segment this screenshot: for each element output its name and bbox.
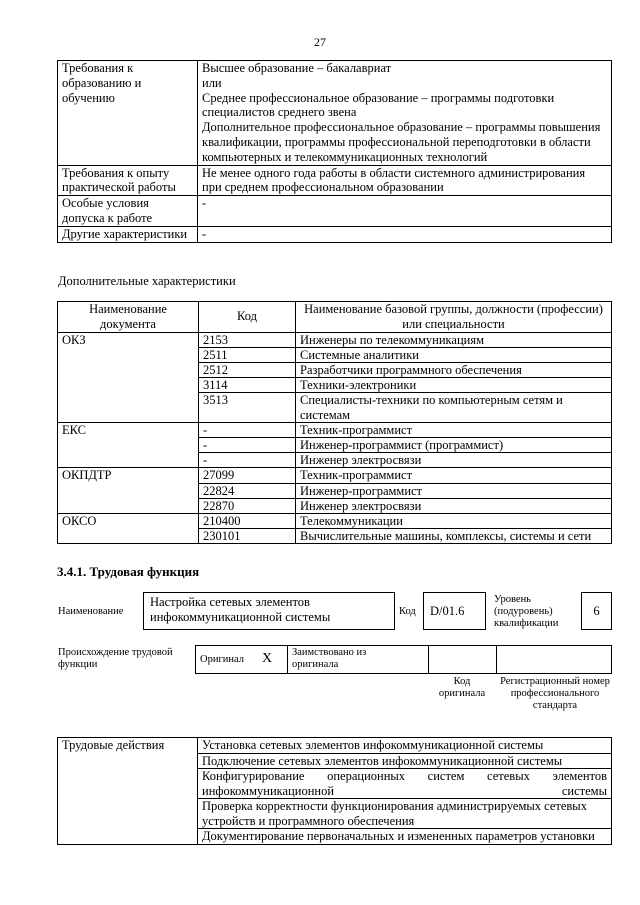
value-line: Среднее профессиональное образование – программы подготовки специалистов среднего звена bbox=[202, 90, 555, 120]
value-line: Высшее образование – бакалавриат bbox=[202, 61, 392, 75]
name-label: Наименование bbox=[58, 606, 124, 617]
action-cell: Документирование первоначальных и измененных параметров установки bbox=[198, 829, 612, 845]
original-label: Оригинал bbox=[200, 654, 244, 665]
row-value: - bbox=[198, 226, 612, 242]
code-cell: 3513 bbox=[199, 393, 296, 422]
code-cell: 22870 bbox=[199, 498, 296, 513]
table-header-row bbox=[58, 302, 612, 333]
requirements-table bbox=[57, 60, 612, 243]
name-cell: Системные аналитики bbox=[296, 347, 612, 362]
name-cell: Телекоммуникации bbox=[296, 514, 612, 529]
additional-characteristics-table bbox=[57, 301, 612, 544]
code-cell: - bbox=[199, 422, 296, 437]
table-row bbox=[58, 468, 612, 483]
page-number: 27 bbox=[314, 35, 326, 49]
table-row bbox=[58, 738, 612, 754]
code-cell: 27099 bbox=[199, 468, 296, 483]
table-row bbox=[58, 422, 612, 437]
row-value bbox=[198, 61, 612, 166]
code-cell: 2512 bbox=[199, 363, 296, 378]
borrowed-label: Заимствовано из оригинала bbox=[292, 647, 367, 670]
section-title: 3.4.1. Трудовая функция bbox=[57, 564, 200, 579]
action-cell: Подключение сетевых элементов инфокоммуникационной системы bbox=[198, 753, 612, 769]
name-cell: Техники-электроники bbox=[296, 378, 612, 393]
origin-label: Происхождение трудовой функции bbox=[58, 647, 173, 670]
additional-characteristics-title: Дополнительные характеристики bbox=[58, 274, 236, 288]
code-cell: 2153 bbox=[199, 332, 296, 347]
function-code-box: D/01.6 bbox=[423, 592, 486, 630]
qualification-level-label: Уровень (подуровень) квалификации bbox=[494, 594, 559, 629]
name-cell: Техник-программист bbox=[296, 468, 612, 483]
name-cell: Инженер электросвязи bbox=[296, 498, 612, 513]
row-label: Другие характеристики bbox=[58, 226, 198, 242]
value-line: Дополнительное профессиональное образование – программы повышения квалификации, программы профессиональной переподготовки в области компьютерных и телекоммуникационных технологий bbox=[202, 120, 601, 164]
code-cell: 2511 bbox=[199, 347, 296, 362]
name-cell: Инженер-программист (программист) bbox=[296, 438, 612, 453]
row-label: Требования к образованию и обучению bbox=[58, 61, 198, 166]
name-cell: Инженер электросвязи bbox=[296, 453, 612, 468]
code-cell: - bbox=[199, 453, 296, 468]
table-row bbox=[58, 165, 612, 196]
origin-row bbox=[195, 645, 612, 674]
original-mark: X bbox=[262, 651, 273, 666]
code-cell: 3114 bbox=[199, 378, 296, 393]
document-cell: ЕКС bbox=[58, 422, 199, 468]
divider bbox=[287, 645, 288, 674]
column-header: Наименование базовой группы, должности (профессии) или специальности bbox=[296, 302, 612, 333]
value-line: или bbox=[202, 75, 222, 90]
row-label: Трудовые действия bbox=[58, 738, 198, 845]
row-label: Требования к опыту практической работы bbox=[58, 165, 198, 196]
column-header: Код bbox=[199, 302, 296, 333]
name-cell: Разработчики программного обеспечения bbox=[296, 363, 612, 378]
labor-actions-table bbox=[57, 737, 612, 845]
qualification-level-box: 6 bbox=[581, 592, 612, 630]
name-cell: Специалисты-техники по компьютерным сетям и системам bbox=[296, 393, 612, 422]
name-cell: Инженер-программист bbox=[296, 483, 612, 498]
table-row bbox=[58, 196, 612, 227]
row-value: Не менее одного года работы в области системного администрирования при среднем профессиональном образовании bbox=[198, 165, 612, 196]
name-cell: Техник-программист bbox=[296, 422, 612, 437]
column-header: Наименование документа bbox=[58, 302, 199, 333]
document-cell: ОКПДТР bbox=[58, 468, 199, 514]
registration-number-caption: Регистрационный номер профессионального стандарта bbox=[500, 676, 610, 711]
code-label: Код bbox=[399, 606, 416, 617]
action-cell: Конфигурирование операционных систем сетевых элементов инфокоммуникационной системы bbox=[198, 769, 612, 799]
document-cell: ОКСО bbox=[58, 514, 199, 544]
row-label: Особые условия допуска к работе bbox=[58, 196, 198, 227]
function-name-box: Настройка сетевых элементов инфокоммуникационной системы bbox=[143, 592, 395, 630]
code-cell: - bbox=[199, 438, 296, 453]
document-cell: ОКЗ bbox=[58, 332, 199, 422]
code-cell: 210400 bbox=[199, 514, 296, 529]
divider bbox=[428, 645, 429, 674]
code-cell: 22824 bbox=[199, 483, 296, 498]
code-original-caption: Код оригинала bbox=[438, 676, 486, 699]
action-cell: Установка сетевых элементов инфокоммуникационной системы bbox=[198, 738, 612, 754]
row-value: - bbox=[198, 196, 612, 227]
table-row bbox=[58, 514, 612, 529]
divider bbox=[496, 645, 497, 674]
table-row bbox=[58, 61, 612, 166]
name-cell: Инженеры по телекоммуникациям bbox=[296, 332, 612, 347]
code-cell: 230101 bbox=[199, 529, 296, 544]
table-row bbox=[58, 332, 612, 347]
action-cell: Проверка корректности функционирования администрируемых сетевых устройств и программного обеспечения bbox=[198, 799, 612, 829]
name-cell: Вычислительные машины, комплексы, системы и сети bbox=[296, 529, 612, 544]
table-row bbox=[58, 226, 612, 242]
